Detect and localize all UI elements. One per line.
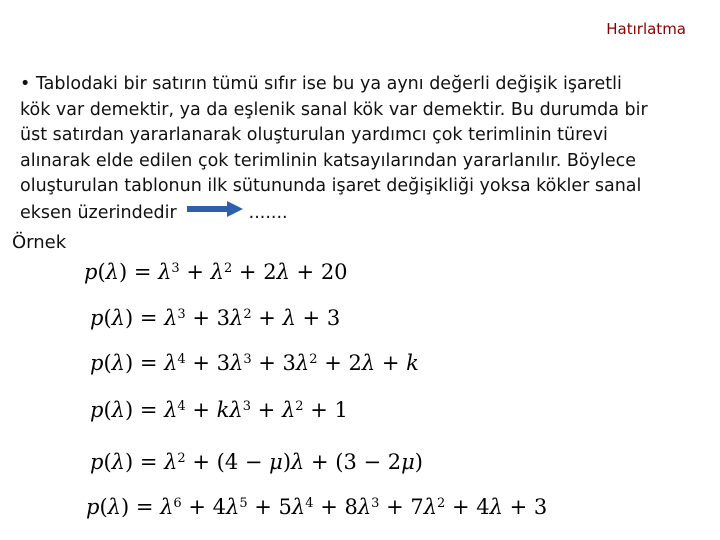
paragraph-line: alınarak elde edilen çok terimlinin katsayılarından yararlanılır. Böylece (20, 150, 637, 171)
equation-1: $p(\lambda) = \lambda^3 + \lambda^2 + 2\lambda + 20$ (84, 260, 348, 284)
example-label: Örnek (12, 232, 67, 253)
trailing-dots: ....... (248, 202, 288, 223)
paragraph-line: • Tablodaki bir satırın tümü sıfır ise bu ya aynı değerli değişik işaretli (20, 74, 622, 94)
equation-2: $p(\lambda) = \lambda^3 + 3\lambda^2 + \lambda + 3$ (90, 306, 341, 330)
equation-6: $p(\lambda) = \lambda^6 + 4\lambda^5 + 5\lambda^4 + 8\lambda^3 + 7\lambda^2 + 4\lambda + 3$ (86, 495, 548, 519)
body-paragraph (20, 72, 700, 226)
equation-5: $p(\lambda) = \lambda^2 + (4 - \mu)\lambda + (3 - 2\mu)$ (90, 450, 423, 474)
paragraph-line: üst satırdan yararlanarak oluşturulan yardımcı çok terimlinin türevi (20, 125, 608, 145)
paragraph-last-line (20, 200, 700, 226)
paragraph-line-text: eksen üzerindedir (20, 202, 177, 223)
equation-3: $p(\lambda) = \lambda^4 + 3\lambda^3 + 3\lambda^2 + 2\lambda + k$ (90, 351, 419, 375)
slide-title: Hatırlatma (606, 20, 686, 38)
equation-4: $p(\lambda) = \lambda^4 + k\lambda^3 + \lambda^2 + 1$ (90, 398, 348, 422)
paragraph-line: kök var demektir, ya da eşlenik sanal kök var demektir. Bu durumda bir (20, 99, 648, 120)
paragraph-line: oluşturulan tablonun ilk sütununda işaret değişikliği yoksa kökler sanal (20, 176, 642, 196)
right-arrow-icon (187, 200, 243, 226)
